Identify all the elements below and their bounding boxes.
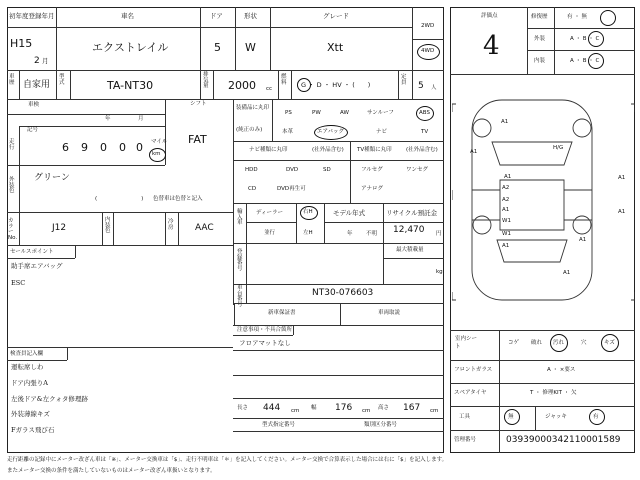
dims-bottom xyxy=(233,418,444,419)
row2-col-9 xyxy=(412,70,413,99)
docs-col-2 xyxy=(340,303,341,325)
left-mid-divider xyxy=(233,99,234,305)
navi-tv-divider xyxy=(350,141,351,203)
interior-grade-options: A ・ B ・ C xyxy=(570,58,600,64)
score-divider xyxy=(527,7,528,74)
equip-abs: ABS xyxy=(419,110,430,116)
right-table-col xyxy=(499,330,500,453)
doors-label: ドア xyxy=(210,12,223,20)
plate-label: 登録番号 xyxy=(237,249,243,272)
inspector-item-2: ドア内張りA xyxy=(11,379,48,387)
tv-oneseg: ワンセグ xyxy=(406,167,429,173)
navi-dvd-play: DVD再生可 xyxy=(277,186,306,192)
width-value: 176 xyxy=(335,403,353,413)
interior-color-label: 内装色 xyxy=(105,217,111,234)
grade-label-col xyxy=(554,7,555,74)
inspector-label-underline xyxy=(7,360,67,361)
inspector-item-5: Fガラス飛び石 xyxy=(11,426,55,434)
length-label: 長さ xyxy=(237,405,249,411)
chassis-value: NT30-076603 xyxy=(312,288,374,298)
tools-mid-col xyxy=(535,406,536,430)
equip-pw: PW xyxy=(312,110,321,116)
import-right-h: 右H xyxy=(303,209,313,215)
recycle-value: 12,470 xyxy=(393,225,425,235)
row2-bottom xyxy=(7,99,444,100)
mgmt-label: 管理番号 xyxy=(454,437,477,443)
diagram-label: A2 xyxy=(502,197,510,203)
mileage-digit: 9 xyxy=(81,141,88,154)
mileage-label: 走行 xyxy=(9,139,15,151)
grade-line-2 xyxy=(527,50,635,51)
row2-col-7 xyxy=(291,70,292,99)
car-outline xyxy=(472,100,592,300)
notes-line-3 xyxy=(233,398,444,399)
color-col-1 xyxy=(19,212,20,245)
color-col-4 xyxy=(165,212,166,245)
max-load-label: 最大積載量 xyxy=(396,247,424,253)
seat-option: 穴 xyxy=(581,340,587,346)
left-form-frame xyxy=(7,7,444,453)
notes-label-underline xyxy=(233,335,293,336)
tools-bottom xyxy=(450,430,635,431)
tv-label: TV種類に丸印 xyxy=(357,147,392,153)
spare-bottom xyxy=(450,406,635,407)
manual-label: 車両取説 xyxy=(378,310,401,316)
notes-label: 注意事項・不具合箇所 xyxy=(237,327,293,333)
wheel-front-right xyxy=(573,119,591,137)
diagram-label: A1 xyxy=(563,270,571,276)
header-col-3 xyxy=(235,7,236,70)
ac-label: 冷房 xyxy=(168,219,174,231)
equip-ps: PS xyxy=(285,110,292,116)
import-col-3 xyxy=(324,203,325,243)
navi-sublabel: (社外品含む) xyxy=(312,147,344,153)
recycle-line xyxy=(383,222,444,223)
wheel-front-left xyxy=(473,119,491,137)
import-label: 輸入車 xyxy=(237,209,243,226)
shift-label: シフト xyxy=(190,101,207,107)
interior-grade-label: 内装 xyxy=(534,58,546,64)
use-label: 車歴 xyxy=(9,74,15,86)
navi-sd: SD xyxy=(323,167,331,173)
notes-text: フロアマットなし xyxy=(239,339,291,347)
notes-label-right xyxy=(293,325,294,335)
capacity-value: 5 xyxy=(418,81,424,91)
model-label: 型式 xyxy=(59,74,65,86)
height-value: 167 xyxy=(403,403,421,413)
row2-col-6 xyxy=(278,70,279,99)
maxload-line xyxy=(383,258,444,259)
equip-leather: 本革 xyxy=(282,129,294,135)
row2-col-3 xyxy=(70,70,71,99)
km-label: km xyxy=(152,151,161,157)
mile-bottom xyxy=(7,165,165,166)
class-label: 類別区分番号 xyxy=(364,422,398,428)
mileage-digit: 0 xyxy=(136,141,143,154)
reg-year-value: H15 xyxy=(10,37,33,50)
score-label: 評価点 xyxy=(481,13,498,19)
recycle-unit: 円 xyxy=(436,231,442,237)
fuel-options: G ・ D ・ HV ・ ( ) xyxy=(301,81,371,89)
navi-label: ナビ種類に丸印 xyxy=(249,147,288,153)
spare-options: T ・ 修理KIT ・ 欠 xyxy=(530,390,577,396)
jack-value: 有 xyxy=(593,414,599,420)
sales-point-2: ESC xyxy=(11,279,26,287)
sales-label-right xyxy=(75,245,76,258)
shift-value: FAT xyxy=(188,133,207,146)
diagram-label: H/G xyxy=(553,145,564,151)
navi-cd: CD xyxy=(248,186,257,192)
sales-bottom xyxy=(7,347,233,348)
mileage-note: 記号 xyxy=(27,127,39,133)
header-col-4 xyxy=(270,7,271,70)
row2-col-1 xyxy=(19,70,20,99)
diagram-label: A1 xyxy=(504,174,512,180)
use-value: 自家用 xyxy=(23,80,51,90)
displacement-label: 排気量 xyxy=(203,72,209,89)
width-unit: cm xyxy=(362,408,371,414)
reg-label-col xyxy=(246,243,247,303)
inspection-label: 車検 xyxy=(28,102,40,108)
glass-bottom xyxy=(450,383,635,384)
color-bottom xyxy=(7,245,233,246)
row2-col-4 xyxy=(200,70,201,99)
diagram-label: A1 xyxy=(579,237,587,243)
car-name-value: エクストレイル xyxy=(92,41,169,54)
import-mid xyxy=(246,222,296,223)
displacement-value: 2000 xyxy=(228,79,256,92)
navi-dvd: DVD xyxy=(286,167,299,173)
diagram-label: A2 xyxy=(502,185,510,191)
color-col-3 xyxy=(113,212,114,245)
car-name-label: 車名 xyxy=(121,12,134,20)
seats-label: 室内シート xyxy=(455,336,478,350)
equipment-label: 装備品に丸印 xyxy=(236,105,270,111)
jack-label: ジャッキ xyxy=(545,414,567,420)
equip-tv: TV xyxy=(421,129,429,135)
seat-option: 破れ xyxy=(531,340,543,346)
mile-label-col xyxy=(19,126,20,165)
drive-4wd: 4WD xyxy=(421,48,435,54)
capacity-label: 定員 xyxy=(401,74,407,86)
docs-col-1 xyxy=(234,303,235,325)
reg-month-value: 2 xyxy=(34,56,40,66)
seats-bottom xyxy=(450,360,635,361)
import-parallel: 並行 xyxy=(264,230,276,236)
chassis-label: 車台番号 xyxy=(237,285,243,308)
repair-label: 修復歴 xyxy=(531,14,548,20)
model-year-line xyxy=(324,222,383,223)
seats-top xyxy=(450,330,635,331)
shape-value: W xyxy=(245,41,256,54)
sales-points-label: セールスポイント xyxy=(10,249,54,255)
capacity-unit: 人 xyxy=(431,85,437,91)
seat-option: 汚れ xyxy=(553,340,565,346)
car-damage-diagram xyxy=(452,90,635,315)
tv-analog: アナログ xyxy=(361,186,384,192)
mileage-digit: 0 xyxy=(100,141,107,154)
tv-sublabel: (社外品含む) xyxy=(406,147,438,153)
notes-line-2 xyxy=(233,375,444,376)
insp-row-line xyxy=(7,114,165,115)
recycle-label: リサイクル預託金 xyxy=(386,209,438,217)
seat-option: キズ xyxy=(604,340,615,346)
diagram-label: A1 xyxy=(470,149,478,155)
spare-label: スペアタイヤ xyxy=(454,390,487,396)
score-bottom xyxy=(450,74,635,75)
exterior-grade-options: A ・ B ・ C xyxy=(570,36,600,42)
repair-none-circle xyxy=(600,10,616,26)
header-col-2 xyxy=(200,7,201,70)
equipment-sublabel: (純正のみ) xyxy=(236,127,263,133)
height-unit: cm xyxy=(430,408,439,414)
tv-fullseg: フルセグ xyxy=(361,167,383,173)
glass-label: フロントガラス xyxy=(454,367,493,373)
reg-bottom xyxy=(233,284,444,285)
docs-top xyxy=(233,303,444,304)
exterior-color-value: グリーン xyxy=(34,173,70,183)
diagram-label: A1 xyxy=(618,175,626,181)
score-value: 4 xyxy=(483,31,500,61)
header-divider-2 xyxy=(7,70,444,71)
model-year-label: モデル年式 xyxy=(333,209,366,217)
reg-month-unit: 月 xyxy=(42,57,49,65)
equip-navi: ナビ xyxy=(376,129,388,135)
diagram-label: A1 xyxy=(501,119,509,125)
footer-note-1: 走行距離の記録中にメーター改ざん車は「※」、メーター交換車は「$」、走行不明車は「＊」を記入してください。メーター交換で合算表示した場合には右に「$」を記入します。 xyxy=(7,457,448,463)
glass-options: A ・ ×要ス xyxy=(547,367,576,373)
exterior-label: 外装色 xyxy=(9,177,15,194)
dims-sub-line xyxy=(233,431,444,432)
color-col-5 xyxy=(178,212,179,245)
exterior-note: 色替車は色替と記入 xyxy=(153,196,203,202)
import-left-h: 左H xyxy=(303,230,313,236)
max-load-unit: kg xyxy=(436,269,443,275)
exterior-grade-label: 外装 xyxy=(534,36,546,42)
row2-col-2 xyxy=(56,70,57,99)
fuel-label: 燃料 xyxy=(281,74,287,86)
model-value: TA-NT30 xyxy=(107,79,154,92)
displacement-unit: cc xyxy=(266,86,273,92)
diagram-label: A1 xyxy=(502,243,510,249)
exterior-bottom xyxy=(7,212,233,213)
sales-point-1: 助手席エアバッグ xyxy=(11,262,63,270)
seat-option: コゲ xyxy=(508,340,520,346)
import-col-1 xyxy=(246,203,247,243)
tools-label: 工具 xyxy=(459,414,471,420)
navi-hdd: HDD xyxy=(245,167,258,173)
exterior-label-col xyxy=(19,165,20,212)
equip-airbag: エアバッグ xyxy=(317,129,345,135)
mileage-digit: 6 xyxy=(62,141,69,154)
inspector-label: 検査員記入欄 xyxy=(10,351,44,357)
model-year-value: 不明 xyxy=(366,231,378,237)
equip-sunroof: サンルーフ xyxy=(367,110,394,116)
mileage-digit: 0 xyxy=(119,141,126,154)
inspector-item-1: 運転席しわ xyxy=(11,363,44,371)
sales-label-underline xyxy=(7,258,75,259)
diagram-label: W1 xyxy=(502,218,511,224)
doors-value: 5 xyxy=(214,41,221,54)
navi-bottom xyxy=(233,203,444,204)
grade-line-1 xyxy=(527,28,635,29)
footer-note-2: またメーター交換の条件を満たしていないものはメーター改ざん車扱いとなります。 xyxy=(7,468,216,474)
reg-year-label: 初年度登録年月 xyxy=(9,12,55,20)
import-dealer: ディーラー xyxy=(256,210,284,216)
mile-row-line xyxy=(19,126,165,127)
header-divider-1 xyxy=(7,27,412,28)
model-year-unit: 年 xyxy=(347,231,353,237)
drive-divider xyxy=(412,39,444,40)
inspection-year: 年 xyxy=(105,116,111,122)
grade-label: グレード xyxy=(323,12,349,20)
row2-col-8 xyxy=(398,70,399,99)
color-no-value: J12 xyxy=(52,223,67,233)
wheel-rear-right xyxy=(573,216,591,234)
inspector-item-3: 左後ドア&左クォタ修理跡 xyxy=(11,395,88,403)
inspection-month: 月 xyxy=(138,116,144,122)
docs-bottom xyxy=(233,325,444,326)
equip-label-col xyxy=(272,99,273,141)
row2-col-5 xyxy=(213,70,214,99)
width-label: 幅 xyxy=(311,405,317,411)
color-no-label: カラーNo. xyxy=(8,218,18,241)
drive-2wd: 2WD xyxy=(421,23,435,29)
color-col-2 xyxy=(102,212,103,245)
type-cert-label: 型式指定番号 xyxy=(262,422,296,428)
import-col-2 xyxy=(296,203,297,243)
height-label: 高さ xyxy=(378,405,390,411)
warranty-label: 新車保証書 xyxy=(268,310,296,316)
import-bottom xyxy=(233,243,444,244)
shape-label: 形状 xyxy=(244,12,257,20)
import-col-4 xyxy=(383,203,384,285)
navi-sub-line xyxy=(233,160,444,161)
mile-label: マイル xyxy=(151,139,168,145)
equip-bottom xyxy=(233,141,444,142)
diagram-label: W1 xyxy=(502,231,511,237)
mgmt-value: 03939000342110001589 xyxy=(506,435,621,445)
inspector-item-4: 外装薄線キズ xyxy=(11,410,50,418)
repair-options: 有 ・ 無 xyxy=(567,14,587,20)
ac-value: AAC xyxy=(195,223,214,233)
length-unit: cm xyxy=(291,408,300,414)
equip-aw: AW xyxy=(340,110,349,116)
inspector-label-right xyxy=(67,347,68,360)
diagram-label: A1 xyxy=(502,207,510,213)
header-col-1 xyxy=(56,7,57,70)
diagram-label: A1 xyxy=(618,209,626,215)
length-value: 444 xyxy=(263,403,281,413)
notes-line-1 xyxy=(233,350,444,351)
exterior-paren: ( ) xyxy=(95,196,144,202)
grade-value: Xtt xyxy=(327,41,344,54)
tools-value: 無 xyxy=(508,414,514,420)
wheel-rear-left xyxy=(473,216,491,234)
